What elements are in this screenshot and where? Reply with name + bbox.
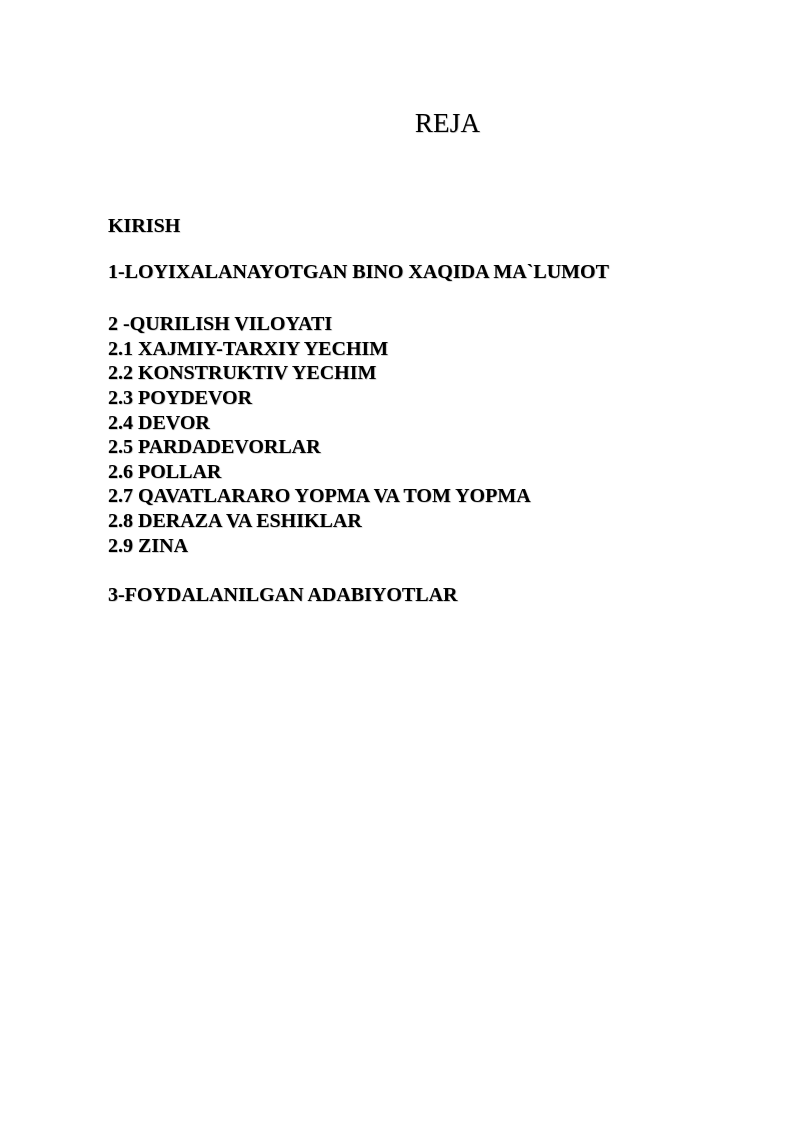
toc-item-2-5: 2.5 PARDADEVORLAR: [108, 436, 321, 459]
toc-item-2-9: 2.9 ZINA: [108, 534, 189, 557]
toc-item-2-7: 2.7 QAVATLARARO YOPMA VA TOM YOPMA: [108, 485, 531, 508]
toc-section-3: 3-FOYDALANILGAN ADABIYOTLAR: [108, 584, 458, 607]
table-of-contents: [108, 214, 748, 608]
toc-item-2-6: 2.6 POLLAR: [108, 460, 222, 483]
toc-section-1: 1-LOYIXALANAYOTGAN BINO XAQIDA MA`LUMOT: [108, 260, 609, 283]
toc-item-2-2: 2.2 KONSTRUKTIV YECHIM: [108, 362, 377, 385]
toc-section-2-heading: 2 -QURILISH VILOYATI: [108, 313, 333, 336]
toc-item-2-8: 2.8 DERAZA VA ESHIKLAR: [108, 509, 362, 532]
toc-item-2-3: 2.3 POYDEVOR: [108, 386, 253, 409]
page-title: REJA: [414, 108, 481, 138]
toc-item-2-1: 2.1 XAJMIY-TARXIY YECHIM: [108, 337, 389, 360]
toc-item-2-4: 2.4 DEVOR: [108, 411, 210, 434]
toc-intro: KIRISH: [108, 215, 181, 237]
